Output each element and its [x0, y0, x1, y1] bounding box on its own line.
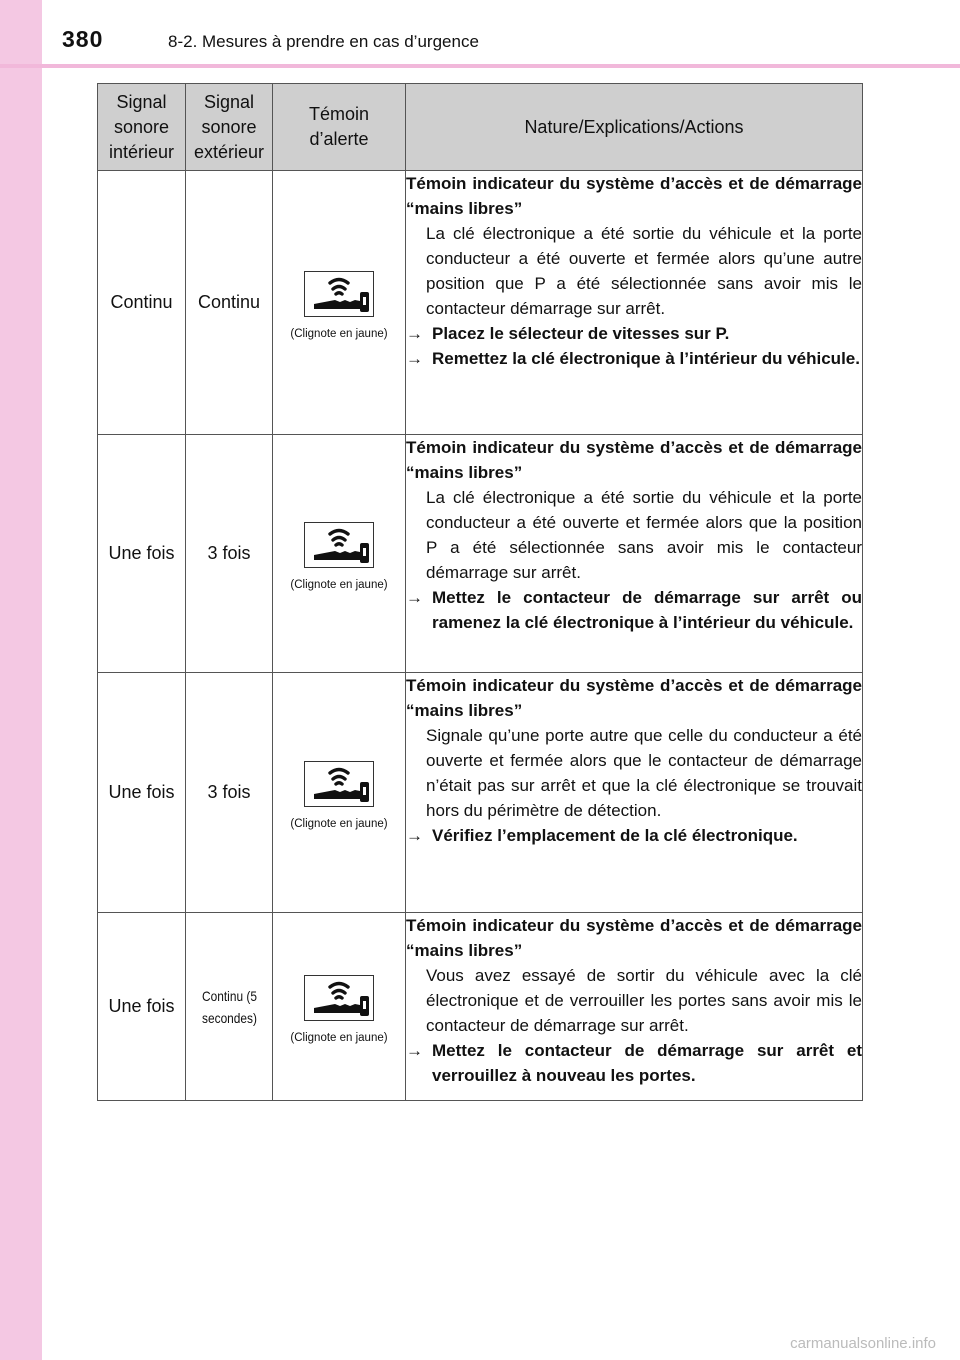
arrow-icon: →: [406, 588, 423, 607]
explanation-cell: [406, 171, 863, 435]
table-row: [98, 913, 863, 1101]
warning-table: [97, 83, 863, 1101]
arrow-icon: →: [406, 324, 423, 343]
arrow-icon: →: [406, 826, 423, 845]
warning-light-cell: [273, 673, 406, 913]
exterior-signal: 3 fois: [186, 435, 273, 673]
icon-caption: (Clignote en jaune): [290, 328, 388, 340]
warning-light-cell: [273, 435, 406, 673]
action-item: → Placez le sélecteur de vitesses sur P.: [406, 321, 862, 346]
warning-body: La clé électronique a été sortie du véhicule et la porte conducteur a été ouverte et fermée alors qu’une autre position que P a été sélectionnée sans avoir mis le contacteur démarrage sur arrêt.: [426, 224, 862, 318]
warning-title: Témoin indicateur du système d’accès et de démarrage “mains libres”: [406, 676, 862, 720]
header-exterior-signal: Signal sonore extérieur: [186, 84, 273, 171]
action-item: → Vérifiez l’emplacement de la clé électronique.: [406, 823, 862, 848]
table-row: [98, 435, 863, 673]
warning-light-cell: [273, 913, 406, 1101]
table-header-row: [98, 84, 863, 171]
interior-signal: Une fois: [98, 913, 186, 1101]
explanation-cell: [406, 913, 863, 1101]
warning-title: Témoin indicateur du système d’accès et de démarrage “mains libres”: [406, 438, 862, 482]
arrow-icon: →: [406, 349, 423, 368]
header-explanations: Nature/Explications/Actions: [406, 84, 863, 171]
table-row: [98, 171, 863, 435]
page-number: 380: [62, 26, 104, 52]
icon-caption: (Clignote en jaune): [290, 579, 388, 591]
header-warning-light: Témoin d’alerte: [273, 84, 406, 171]
table-row: [98, 673, 863, 913]
action-item: → Remettez la clé électronique à l’intérieur du véhicule.: [406, 346, 862, 371]
interior-signal: Une fois: [98, 673, 186, 913]
section-title: 8-2. Mesures à prendre en cas d’urgence: [168, 32, 479, 51]
side-tab: [0, 0, 42, 1360]
smart-key-icon: [304, 271, 374, 317]
header-interior-signal: Signal sonore intérieur: [98, 84, 186, 171]
exterior-signal: 3 fois: [186, 673, 273, 913]
explanation-cell: [406, 435, 863, 673]
icon-caption: (Clignote en jaune): [290, 1032, 388, 1044]
arrow-icon: →: [406, 1041, 423, 1060]
header-divider: [0, 64, 960, 68]
icon-caption: (Clignote en jaune): [290, 818, 388, 830]
action-item: → Mettez le contacteur de démarrage sur arrêt et verrouillez à nouveau les portes.: [406, 1038, 862, 1088]
warning-title: Témoin indicateur du système d’accès et de démarrage “mains libres”: [406, 916, 862, 960]
smart-key-icon: [304, 522, 374, 568]
exterior-signal: Continu: [186, 171, 273, 435]
exterior-signal: Continu (5 secondes): [192, 913, 266, 1101]
interior-signal: Continu: [98, 171, 186, 435]
footer-watermark: carmanualsonline.info: [790, 1335, 936, 1352]
explanation-cell: [406, 673, 863, 913]
warning-light-cell: [273, 171, 406, 435]
warning-title: Témoin indicateur du système d’accès et de démarrage “mains libres”: [406, 174, 862, 218]
action-item: → Mettez le contacteur de démarrage sur arrêt ou ramenez la clé électronique à l’intérieur du véhicule.: [406, 585, 862, 635]
warning-body: Signale qu’une porte autre que celle du conducteur a été ouverte et fermée alors que le contacteur de démarrage n’était pas sur arrêt et que la clé électronique se trouvait hors du périmètre de détection.: [426, 726, 862, 820]
smart-key-icon: [304, 761, 374, 807]
interior-signal: Une fois: [98, 435, 186, 673]
smart-key-icon: [304, 975, 374, 1021]
warning-body: Vous avez essayé de sortir du véhicule avec la clé électronique et de verrouiller les portes sans avoir mis le contacteur de démarrage sur arrêt.: [426, 966, 862, 1035]
warning-body: La clé électronique a été sortie du véhicule et la porte conducteur a été ouverte et fermée alors que la position P a été sélectionnée sans avoir mis le contacteur démarrage sur arrêt.: [426, 488, 862, 582]
